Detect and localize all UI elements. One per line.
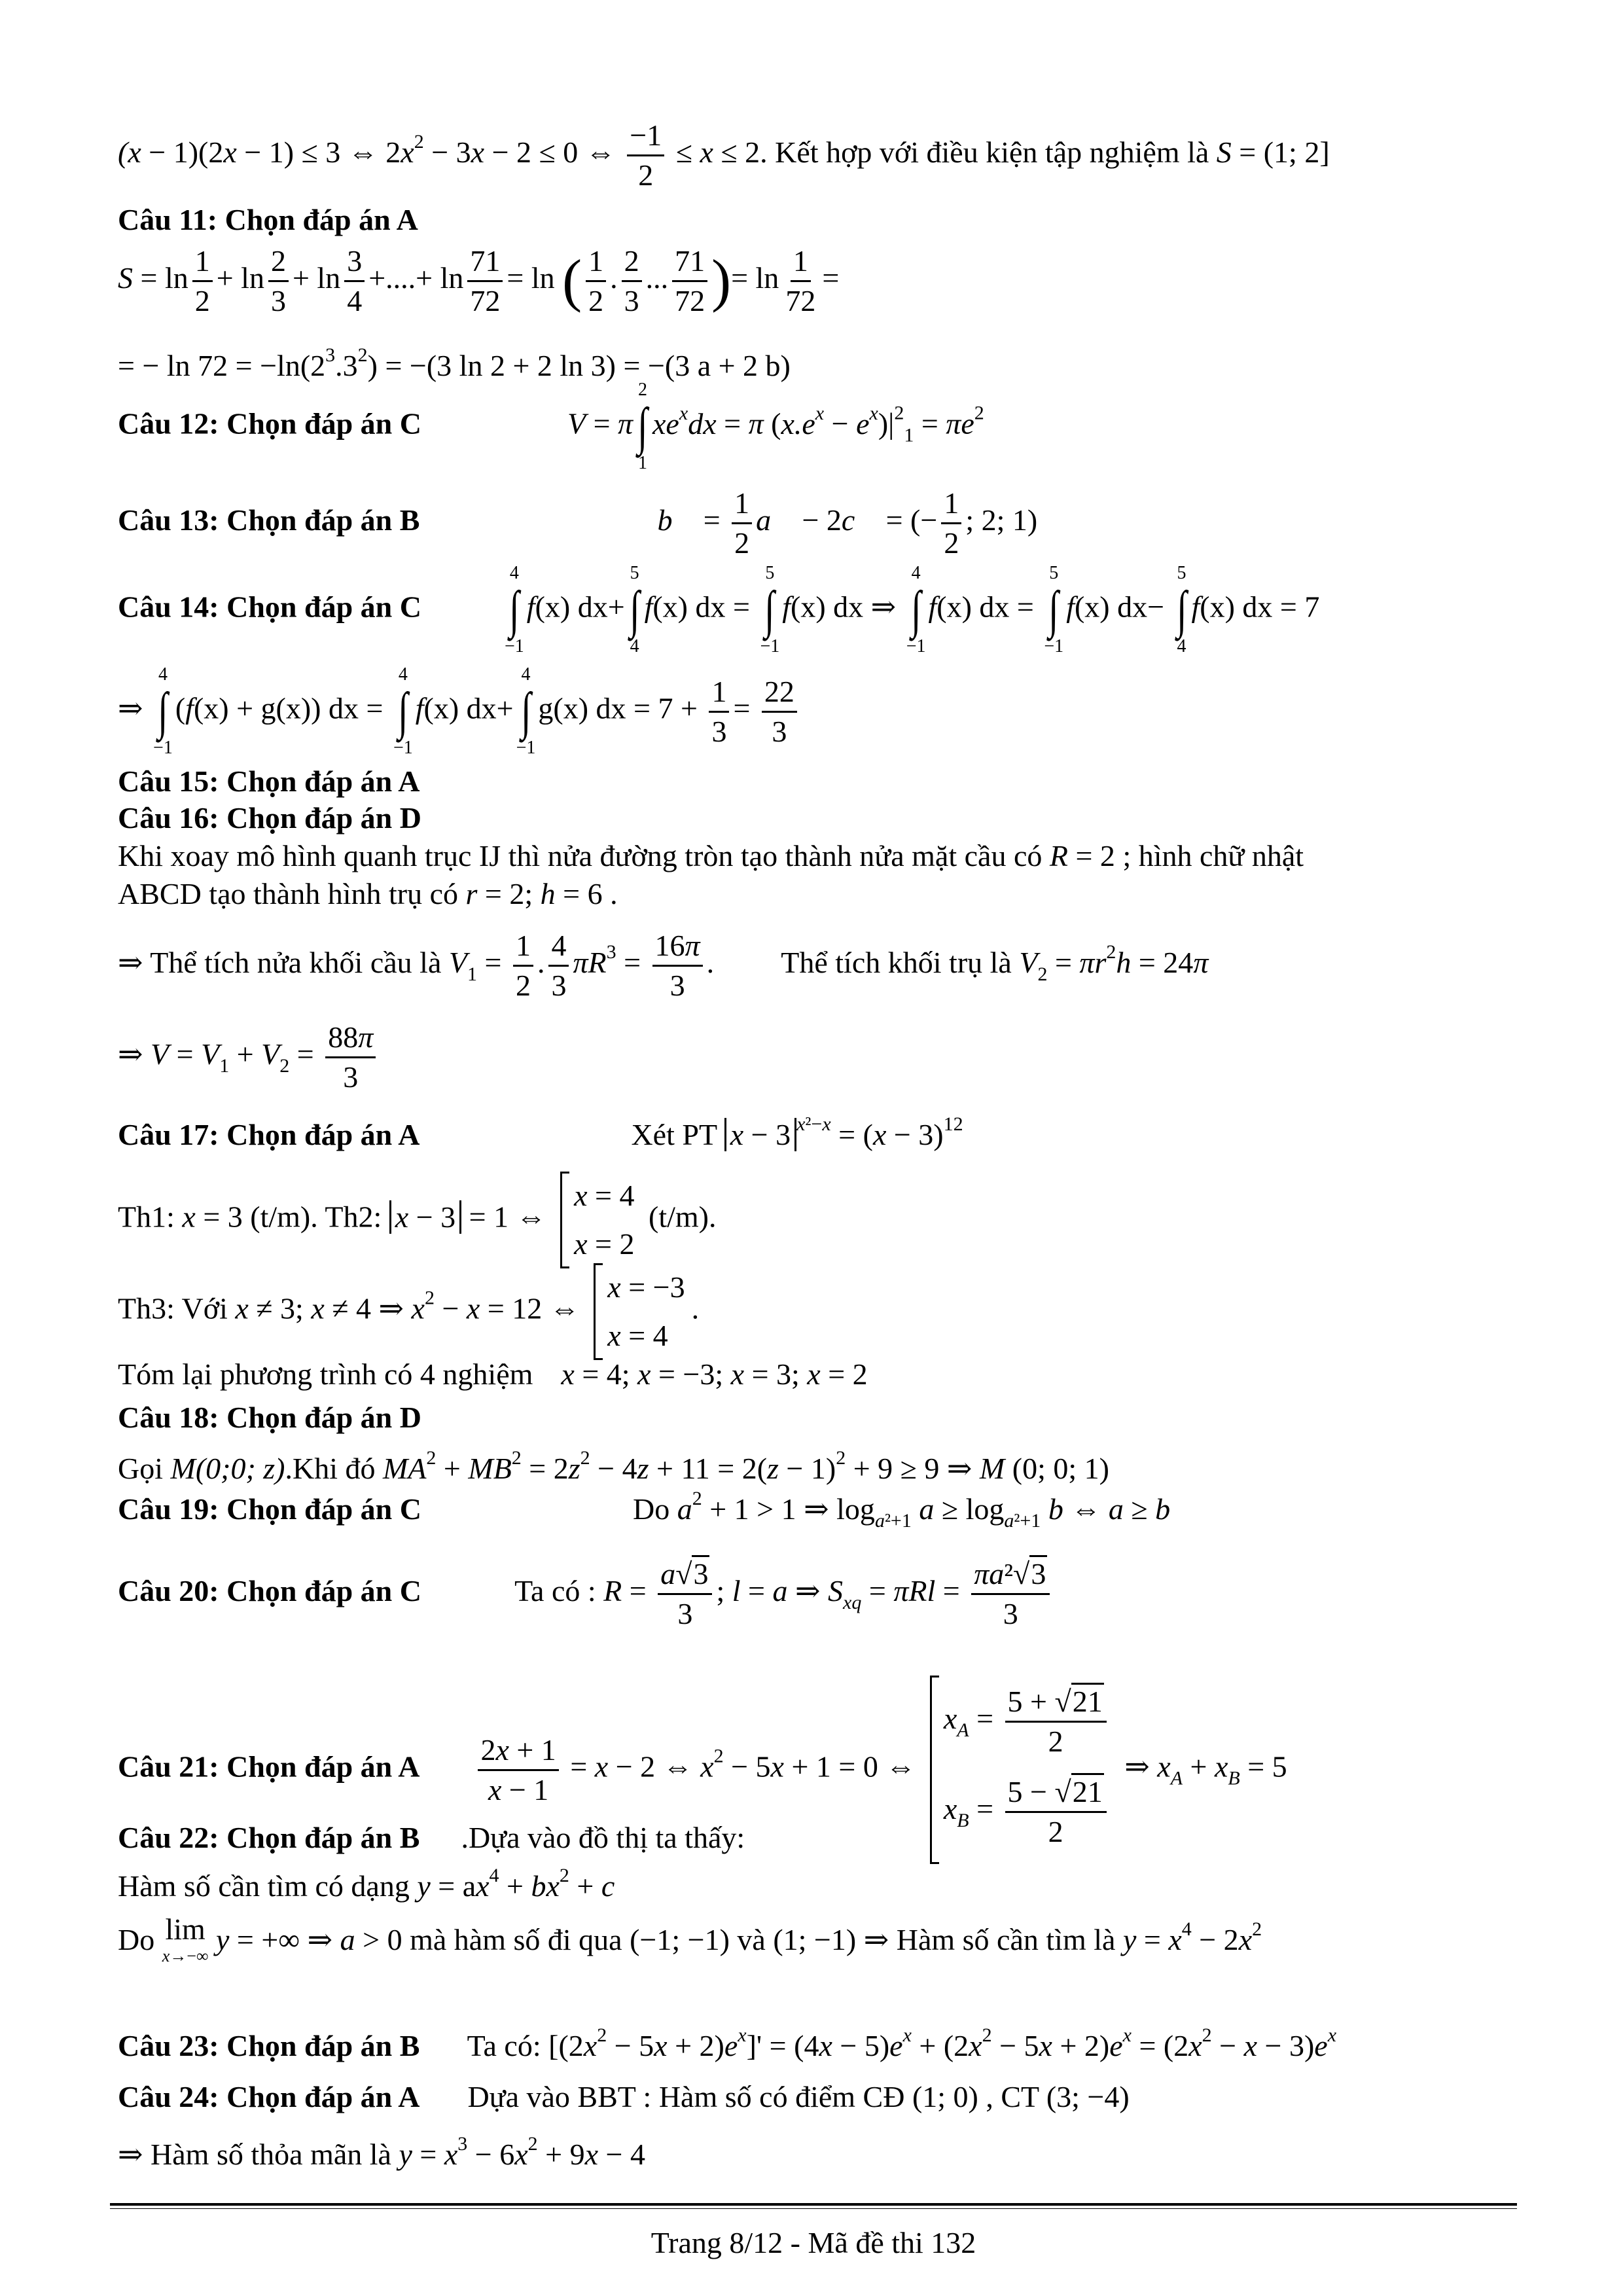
question-12-heading: Câu 12: Chọn đáp án C [118,406,421,440]
solution-line-10-end: (x − 1)(2x − 1) ≤ 3 ⇔ $2x^2 - 3x - 2 \le 0$ ⇔ $\frac{-1}{2}$ ≤ x ≤ 2. Kết hợp với điều kiện tập nghiệm là S = (1; 2] [118,117,1330,194]
question-19-heading: Câu 19: Chọn đáp án C [118,1492,421,1526]
question-16-total: ⇒ $V = V_1 + V_2$ = $\frac{88\pi}{3}$ [118,1018,380,1096]
q22-text: .Dựa vào đồ thị ta thấy: [461,1821,745,1854]
question-22-line [118,1820,745,1856]
q17-tm1: (t/m). Th2: [250,1200,382,1234]
q16-sentence-1b: ; hình chữ nhật [1122,839,1304,872]
question-23-line: Câu 23: Chọn đáp án B Ta có: $[(2x^2 - 5x + 2)e^x]' = (4x - 5)e^x + (2x^2 - 5x + 2)e^x = (2x^2 - x - 3)e^x$ [118,2024,1337,2062]
question-11-heading: Câu 11: Chọn đáp án A [118,203,418,236]
question-17-heading: Câu 17: Chọn đáp án A [118,1118,420,1151]
question-18-formula: Gọi M(0;0; z).Khi đó $MA^2 + MB^2 = 2z^2 - 4z + 11 = 2(z - 1)^2 + 9 \ge 9$ ⇒ M (0; 0; 1) [118,1447,1109,1485]
question-13-heading: Câu 13: Chọn đáp án B [118,503,420,537]
q22-end: Hàm số cần tìm là [896,1923,1116,1956]
q16-sphere-volume-label: Thể tích nửa khối cầu là [150,946,442,980]
question-12-line: Câu 12: Chọn đáp án C V = π 2 ∫ 1 $xe^xdx = \pi$ $(x.e^x - e^x)|^2_1 = \pi e^2$ [118,380,984,473]
question-14-line: Câu 14: Chọn đáp án C 4 ∫ −1 f(x) dx+ 5 ∫ 4 f(x) dx = 5 ∫ −1 f(x) dx ⇒ 4 ∫ −1 f(x) dx = 5 ∫ −1 f(x) dx− 5 ∫ 4 f(x) dx = 7 [118,563,1320,656]
question-24-heading: Câu 24: Chọn đáp án A [118,2080,420,2113]
q24-conclusion-text: Hàm số thỏa mãn là [151,2138,391,2171]
q24-ct: , CT [986,2080,1039,2113]
question-23-heading: Câu 23: Chọn đáp án B [118,2029,420,2062]
question-19-line: Câu 19: Chọn đáp án C Do $a^2 + 1 > 1$ ⇒ $\log_{a^2+1} a \ge \log_{a^2+1} b$ ⇔ a ≥ b [118,1488,1171,1532]
q22-mid: mà hàm số đi qua [410,1923,622,1956]
q19-do: Do [632,1492,670,1526]
q16-cylinder-volume-label: Thể tích khối trụ là [781,946,1012,980]
question-17-case-1-2: Th1: x = 3 (t/m). Th2: x − 3 = 1 ⇔ x = 4 x = 2 (t/m). [118,1172,716,1268]
question-20-heading: Câu 20: Chọn đáp án C [118,1574,421,1608]
q22-do: Do [118,1923,155,1956]
condition-text: Kết hợp với điều kiện tập nghiệm là [775,135,1209,170]
question-16-text-1: Khi xoay mô hình quanh trục IJ thì nửa đường tròn tạo thành nửa mặt cầu có R = 2 ; hình chữ nhật [118,839,1304,872]
question-22-conclusion: Do lim x→−∞ y = +∞ ⇒ a > 0 mà hàm số đi qua (−1; −1) và (1; −1) ⇒ Hàm số cần tìm là $y = x^4 - 2x^2$ [118,1912,1262,1965]
q20-taco: Ta có : [514,1574,596,1608]
footer-divider-thin [110,2208,1517,2209]
q17-th1: Th1: [118,1200,175,1234]
question-24-conclusion: ⇒ Hàm số thỏa mãn là $y = x^3 - 6x^2 + 9x - 4$ [118,2133,645,2171]
question-17-line: Câu 17: Chọn đáp án A Xét PT x − 3 $^{x^2-x} = (x - 3)^{12}$ [118,1113,963,1151]
question-14-heading: Câu 14: Chọn đáp án C [118,590,421,624]
question-11-result: = − $\ln 72 = -\ln(2^3.3^2) = -(3$ ln 2 + 2 ln 3) = −(3 a + 2 b) [118,344,791,382]
q17-summary-text: Tóm lại phương trình có 4 nghiệm [118,1357,533,1391]
question-21-heading: Câu 21: Chọn đáp án A [118,1749,420,1784]
q18-point: M(0;0; z) [170,1452,285,1485]
question-20-line: Câu 20: Chọn đáp án C Ta có : R = $\frac{a√3}{3}$ ; l = a ⇒ $S_{xq} = \pi Rl$ = $\frac{\text{πa²√3}}{3}$ [118,1555,1054,1633]
q23-taco: Ta có: [467,2029,541,2062]
footer-divider [110,2203,1517,2206]
q17-tm2: (t/m). [649,1200,717,1234]
q16-sentence-1: Khi xoay mô hình quanh trục IJ thì nửa đường tròn tạo thành nửa mặt cầu có [118,839,1043,872]
question-18-heading: Câu 18: Chọn đáp án D [118,1401,421,1434]
q24-text: Dựa vào BBT : Hàm số có điểm CĐ [467,2080,905,2113]
q22-and: và [737,1923,766,1956]
question-16-text-2: ABCD tạo thành hình trụ có r = 2; h = 6 . [118,877,618,910]
question-16-volumes: ⇒ Thể tích nửa khối cầu là $V_1$ = $\frac{1}{2}$ . $\frac{4}{3}$ $\pi R^3$ = $\frac{16\pi}{3}$ . Thể tích khối trụ là $V_2 = \pi r^2h = 24\pi$ [118,927,1208,1005]
q18-goi: Gọi [118,1452,163,1485]
q16-sentence-2: ABCD tạo thành hình trụ có [118,877,458,910]
question-24-line: Câu 24: Chọn đáp án A Dựa vào BBT : Hàm số có điểm CĐ (1; 0) , CT (3; −4) [118,2080,1130,2113]
question-17-case-3: Th3: Với x ≠ 3; x ≠ 4 ⇒ $x^2 - x = 12$ ⇔ x = −3 x = 4 . [118,1263,699,1360]
q17-th3: Th3: Với [118,1291,228,1325]
page-footer: Trang 8/12 - Mã đề thi 132 [651,2226,976,2259]
question-15-heading: Câu 15: Chọn đáp án A [118,764,420,798]
question-22-form: Hàm số cần tìm có dạng $y = ax^4 + bx^2 + c$ [118,1865,615,1903]
question-13-line: Câu 13: Chọn đáp án B b⃗ = $\frac{1}{2}$ a⃗ − 2c⃗ = (− $\frac{1}{2}$ ; 2; 1) [118,484,1037,562]
q22-form-text: Hàm số cần tìm có dạng [118,1869,410,1903]
question-11-formula: S = ln $\frac{1}{2}$ + ln $\frac{2}{3}$ + ln $\frac{3}{4}$ +....+ ln $\frac{71}{72}$ = ln ( $\frac{1}{2}$ . $\frac{2}{3}$ ... $\frac{71}{72}$ )= ln $\frac{1}{72}$ = [118,242,839,320]
question-17-summary: Tóm lại phương trình có 4 nghiệm x = 4; x = −3; x = 3; x = 2 [118,1357,868,1391]
question-14-result: ⇒ 4 ∫ −1 (f(x) + g(x)) dx = 4 ∫ −1 f(x) dx+ 4 ∫ −1 g(x) dx = 7 + $\frac{1}{3}$ = $\frac{22}{3}$ [118,664,801,759]
question-22-heading: Câu 22: Chọn đáp án B [118,1821,420,1854]
q17-xet: Xét PT [631,1118,717,1151]
question-16-heading: Câu 16: Chọn đáp án D [118,801,421,834]
question-21-line: Câu 21: Chọn đáp án A $\frac{2x + 1}{x - 1}$ = x − 2 ⇔ $x^2 - 5x + 1 = 0$ ⇔ $x_A$ = $\frac{5 + √21}{2}$ $x_B$ = $\frac{5 - √21}{2}$ ⇒ $x_A + x_B = 5$ [118,1676,1287,1864]
q18-khi: .Khi đó [285,1452,376,1485]
